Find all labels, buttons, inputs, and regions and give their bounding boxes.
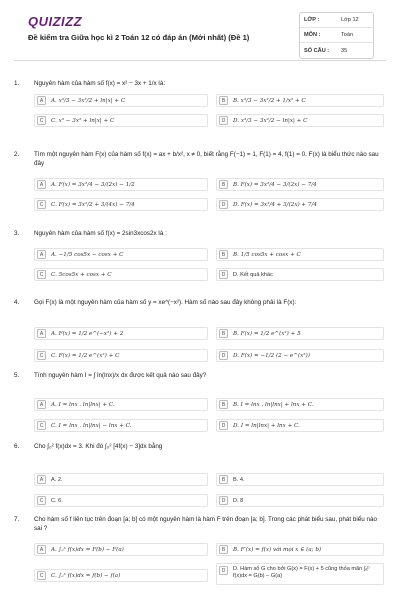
option-letter: C <box>37 421 46 430</box>
option-c[interactable] <box>34 569 208 582</box>
question-3 <box>14 229 386 291</box>
option-text: B. 4. <box>233 476 245 483</box>
question-6 <box>14 442 386 504</box>
options <box>34 457 384 504</box>
question-text: Tìm một nguyên hàm F(x) của hàm số f(x) = ax + b/x², x ≠ 0, biết rằng F(−1) = 1, F(1) = 4, f(1) = 0. F(x) là biểu thức nào sau đây <box>34 151 379 167</box>
option-text: C. 5cos5x + cosx + C <box>51 271 112 278</box>
option-letter: C <box>37 571 46 580</box>
option-letter: A <box>37 250 46 259</box>
option-letter: C <box>37 351 46 360</box>
options <box>34 539 384 597</box>
option-text: D. F(x) = −1/2 (2 − e^(x²)) <box>233 352 310 359</box>
options <box>34 244 384 291</box>
question-4 <box>14 298 386 360</box>
option-text: A. −1/5 cos5x − cosx + C <box>51 251 124 258</box>
option-b[interactable] <box>216 248 384 261</box>
meta-value: Lớp 12 <box>341 17 359 23</box>
option-letter: B <box>219 475 228 484</box>
option-c[interactable] <box>34 198 208 211</box>
option-text: D. I = ln|lnx| + lnx + C. <box>233 422 300 429</box>
question-number: 1. <box>14 80 20 87</box>
option-a[interactable] <box>34 178 208 191</box>
question-text: Cho hàm số f liên tục trên đoạn [a; b] có một nguyên hàm là hàm F trên đoạn [a; b]. Trong các phát biểu sau, phát biểu nào sai ? <box>34 516 378 532</box>
option-text: B. 1/5 cos5x + cosx + C <box>233 251 301 258</box>
option-text: C. I = lnx . ln|lnx| − lnx + C. <box>51 422 132 429</box>
option-letter: A <box>37 475 46 484</box>
quizizz-logo: QUIZIZZ <box>28 14 83 29</box>
question-number: 6. <box>14 443 20 450</box>
options <box>34 386 384 433</box>
question-number: 3. <box>14 230 20 237</box>
option-letter: D <box>219 270 228 279</box>
option-a[interactable] <box>34 473 208 486</box>
question-head <box>14 150 386 168</box>
options <box>34 174 384 221</box>
option-letter: D <box>219 421 228 430</box>
meta-key: MÔN : <box>304 32 321 38</box>
option-letter: A <box>37 400 46 409</box>
option-c[interactable] <box>34 114 208 127</box>
option-text: C. x³ − 3x² + ln|x| + C <box>51 117 115 124</box>
question-head <box>14 442 386 451</box>
option-a[interactable] <box>34 543 208 556</box>
option-letter: D <box>219 566 228 575</box>
question-head <box>14 371 386 380</box>
option-text: B. x³/3 − 3x²/2 + 1/x² + C <box>233 97 306 104</box>
option-d[interactable] <box>216 494 384 507</box>
option-letter: A <box>37 329 46 338</box>
question-number: 5. <box>14 372 20 379</box>
option-text: A. x³/3 − 3x²/2 + ln|x| + C <box>51 97 126 104</box>
meta-key: LỚP : <box>304 17 320 23</box>
question-text: Nguyên hàm của hàm số f(x) = x² − 3x + 1/x là: <box>34 80 166 87</box>
options <box>34 313 384 360</box>
option-d[interactable] <box>216 198 384 211</box>
question-7 <box>14 515 386 597</box>
option-c[interactable] <box>34 419 208 432</box>
option-text: A. 2. <box>51 476 63 483</box>
question-head <box>14 515 386 533</box>
option-text: D. x³/3 − 3x²/2 − ln|x| + C <box>233 117 308 124</box>
option-d[interactable] <box>216 349 384 362</box>
option-a[interactable] <box>34 398 208 411</box>
meta-value: 35 <box>341 47 348 54</box>
option-letter: A <box>37 545 46 554</box>
option-letter: B <box>219 545 228 554</box>
meta-row-count <box>300 43 373 58</box>
option-b[interactable] <box>216 398 384 411</box>
option-a[interactable] <box>34 94 208 107</box>
option-text: A. F(x) = 3x²/4 − 3/(2x) − 1/2 <box>51 181 135 188</box>
option-letter: B <box>219 180 228 189</box>
option-letter: C <box>37 270 46 279</box>
option-text: A. I = lnx . ln|lnx| + C. <box>51 401 115 408</box>
question-2 <box>14 150 386 221</box>
option-letter: D <box>219 116 228 125</box>
option-d[interactable] <box>216 268 384 281</box>
meta-row-subject <box>300 28 373 43</box>
option-d[interactable] <box>216 563 384 585</box>
option-text: B. F(x) = 3x²/4 − 3/(2x) − 7/4 <box>233 181 317 188</box>
question-1 <box>14 79 386 141</box>
option-letter: D <box>219 351 228 360</box>
option-letter: B <box>219 329 228 338</box>
option-letter: A <box>37 180 46 189</box>
option-text: B. F′(x) = f(x) với mọi x ∈ (a; b) <box>233 546 322 553</box>
question-number: 7. <box>14 516 20 523</box>
option-text: B. F(x) = 1/2 e^(x²) + 5 <box>233 330 301 337</box>
question-number: 2. <box>14 151 20 158</box>
document-header <box>14 0 386 64</box>
question-number: 4. <box>14 299 20 306</box>
question-text: Cho ∫₀² f(x)dx = 3. Khi đó ∫₀² [4f(x) − 3]dx bằng <box>34 443 163 450</box>
option-text: C. 6. <box>51 497 63 504</box>
question-head <box>14 79 386 88</box>
meta-box <box>299 12 374 59</box>
option-letter: C <box>37 116 46 125</box>
option-c[interactable] <box>34 268 208 281</box>
option-d[interactable] <box>216 419 384 432</box>
option-letter: A <box>37 96 46 105</box>
options <box>34 94 384 141</box>
option-text: D. 8 <box>233 497 244 504</box>
option-b[interactable] <box>216 327 384 340</box>
option-b[interactable] <box>216 473 384 486</box>
option-b[interactable] <box>216 94 384 107</box>
option-text: D. F(x) = 3x²/4 + 3/(2x) + 7/4 <box>233 201 317 208</box>
question-head <box>14 298 386 307</box>
option-letter: B <box>219 96 228 105</box>
header-divider <box>14 60 386 61</box>
option-text: C. ∫ₐᵇ f(x)dx = f(b) − f(a) <box>51 572 121 579</box>
option-a[interactable] <box>34 248 208 261</box>
option-d[interactable] <box>216 114 384 127</box>
document-title: Đề kiểm tra Giữa học kì 2 Toán 12 có đáp án (Mới nhất) (Đề 1) <box>28 33 250 42</box>
meta-value: Toán <box>341 32 354 38</box>
option-c[interactable] <box>34 494 208 507</box>
option-b[interactable] <box>216 543 384 556</box>
option-letter: B <box>219 400 228 409</box>
option-text: B. I = lnx . ln|lnx| + lnx + C. <box>233 401 314 408</box>
option-text: A. F(x) = 1/2 e^(−x²) + 2 <box>51 330 124 337</box>
option-letter: D <box>219 200 228 209</box>
question-text: Tính nguyên hàm I = ∫ ln(lnx)/x dx được kết quả nào sau đây? <box>34 372 207 379</box>
option-a[interactable] <box>34 327 208 340</box>
question-head <box>14 229 386 238</box>
option-b[interactable] <box>216 178 384 191</box>
option-letter: D <box>219 496 228 505</box>
question-text: Nguyên hàm của hàm số f(x) = 2sin3xcos2x là : <box>34 230 167 237</box>
question-text: Gọi F(x) là một nguyên hàm của hàm số y = xe^(−x²). Hàm số nào sau đây không phải là F(x): <box>34 299 297 306</box>
meta-key: SỐ CÂU : <box>304 47 330 54</box>
option-text: C. F(x) = 3x²/2 + 3/(4x) − 7/4 <box>51 201 135 208</box>
option-letter: C <box>37 496 46 505</box>
option-text: C. F(x) = 1/2 e^(x²) + C <box>51 352 120 359</box>
meta-row-class <box>300 13 373 28</box>
option-letter: B <box>219 250 228 259</box>
option-text: A. ∫ₐᵇ f(x)dx = F(b) − F(a) <box>51 546 124 553</box>
option-c[interactable] <box>34 349 208 362</box>
question-5 <box>14 371 386 433</box>
option-text: D. Kết quả khác <box>233 271 273 278</box>
option-letter: C <box>37 200 46 209</box>
option-text: D. Hàm số G cho bởi G(x) = F(x) + 5 cũng thỏa mãn ∫ₐᵇ f(x)dx = G(b) − G(a) <box>233 566 370 579</box>
